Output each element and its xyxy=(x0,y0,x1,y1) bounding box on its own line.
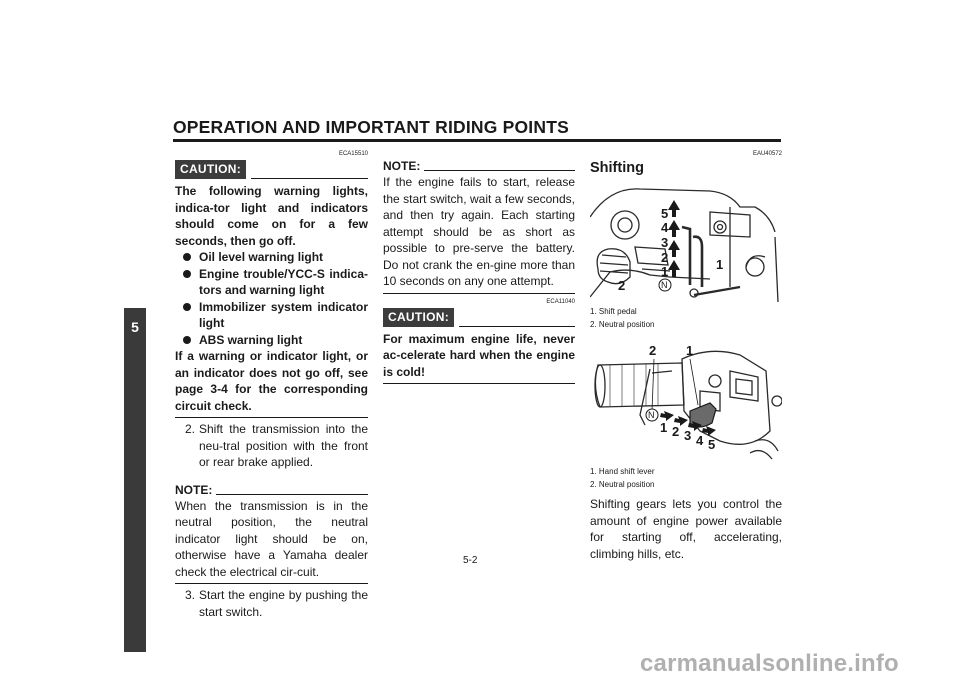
caution-end-rule xyxy=(175,417,368,418)
shift-pedal-figure xyxy=(590,177,782,302)
page-number: 5-2 xyxy=(463,555,478,566)
step-number: 3. xyxy=(185,588,196,602)
gear-label-n: N xyxy=(661,280,668,290)
caution-text: For maximum engine life, never ac-celerate hard when the engine is cold! xyxy=(383,331,575,379)
note-text: If the engine fails to start, release the start switch, wait a few seconds, and then try again. Each starting attempt should be as short as possible to pre-serve the battery. Do not crank the en-gine more than 10 seconds on any one attempt. xyxy=(383,175,575,288)
caution-code: ECA15510 xyxy=(338,151,368,157)
gear-label-1: 1 xyxy=(660,420,668,435)
section-code: EAU40572 xyxy=(752,151,782,157)
caution-intro: The following warning lights, indica-tor light and indicators should come on for a few seconds, then go off. xyxy=(175,184,368,248)
gear-label-1: 1 xyxy=(661,264,669,279)
bullet-dot-icon xyxy=(183,253,191,261)
legend-item: 1. Shift pedal xyxy=(590,307,637,316)
bullet-dot-icon xyxy=(183,336,191,344)
column-left xyxy=(175,150,368,620)
legend-item: 2. Neutral position xyxy=(590,320,655,329)
note-label: NOTE: xyxy=(175,482,213,497)
title-rule xyxy=(173,139,781,142)
step-2 xyxy=(175,421,368,471)
bullet-item: ABS warning light xyxy=(175,332,368,349)
caution-header xyxy=(175,160,368,179)
gear-label-2: 2 xyxy=(661,250,669,265)
caution-code: ECA11040 xyxy=(546,298,575,305)
caution-label: CAUTION: xyxy=(175,160,246,179)
step-text: Start the engine by pushing the start switch. xyxy=(199,588,368,619)
caution-outro: If a warning or indicator light, or an indicator does not go off, see page 3-4 for the corresponding circuit check. xyxy=(175,349,368,413)
gear-label-2: 2 xyxy=(672,424,680,439)
note-end-rule xyxy=(383,293,575,294)
hand-shift-figure xyxy=(590,341,782,461)
callout-2: 2 xyxy=(649,343,657,358)
gear-label-3: 3 xyxy=(684,428,692,443)
note-header xyxy=(383,155,575,174)
note-header xyxy=(175,479,368,498)
legend-item: 2. Neutral position xyxy=(590,480,655,489)
chapter-tab xyxy=(124,308,146,652)
note-text: When the transmission is in the neutral position, the neutral indicator light should be on, otherwise have a Yamaha dealer check the electrical cir-cuit. xyxy=(175,498,368,579)
gear-label-3: 3 xyxy=(661,235,669,250)
note-end-rule xyxy=(175,583,368,584)
caution-end-rule xyxy=(383,383,575,384)
gear-label-5: 5 xyxy=(708,437,716,452)
bullet-item: Engine trouble/YCC-S indica-tors and warning light xyxy=(175,266,368,299)
callout-1: 1 xyxy=(686,343,694,358)
caution-header xyxy=(383,308,575,327)
note-label: NOTE: xyxy=(383,159,421,173)
step-number: 2. xyxy=(185,422,196,436)
figure-legend xyxy=(590,465,782,491)
shifting-body: Shifting gears lets you control the amount of engine power available for starting off, accelerating, climbing hills, etc. xyxy=(590,497,782,561)
chapter-number: 5 xyxy=(131,319,139,335)
legend-item: 1. Hand shift lever xyxy=(590,467,655,476)
caution-rule xyxy=(251,178,368,179)
caution-label: CAUTION: xyxy=(383,308,454,327)
step-3 xyxy=(175,587,368,620)
column-right xyxy=(590,150,782,562)
note-rule xyxy=(216,494,368,495)
figure-legend xyxy=(590,305,782,331)
step-text: Shift the transmission into the neu-tral position with the front or rear brake applied. xyxy=(199,422,368,469)
column-middle xyxy=(383,150,575,384)
bullet-dot-icon xyxy=(183,270,191,278)
callout-2: 2 xyxy=(618,278,626,293)
watermark: carmanualsonline.info xyxy=(640,650,899,677)
gear-label-n: N xyxy=(648,410,655,420)
callout-1: 1 xyxy=(716,257,724,272)
gear-label-4: 4 xyxy=(661,220,669,235)
caution-rule xyxy=(459,326,575,327)
bullet-dot-icon xyxy=(183,303,191,311)
section-heading: Shifting xyxy=(590,160,644,176)
gear-label-5: 5 xyxy=(661,206,669,221)
gear-label-4: 4 xyxy=(696,433,704,448)
bullet-item: Immobilizer system indicator light xyxy=(175,299,368,332)
note-rule xyxy=(424,170,575,171)
page-title: OPERATION AND IMPORTANT RIDING POINTS xyxy=(173,117,569,137)
bullet-item: Oil level warning light xyxy=(175,249,368,266)
